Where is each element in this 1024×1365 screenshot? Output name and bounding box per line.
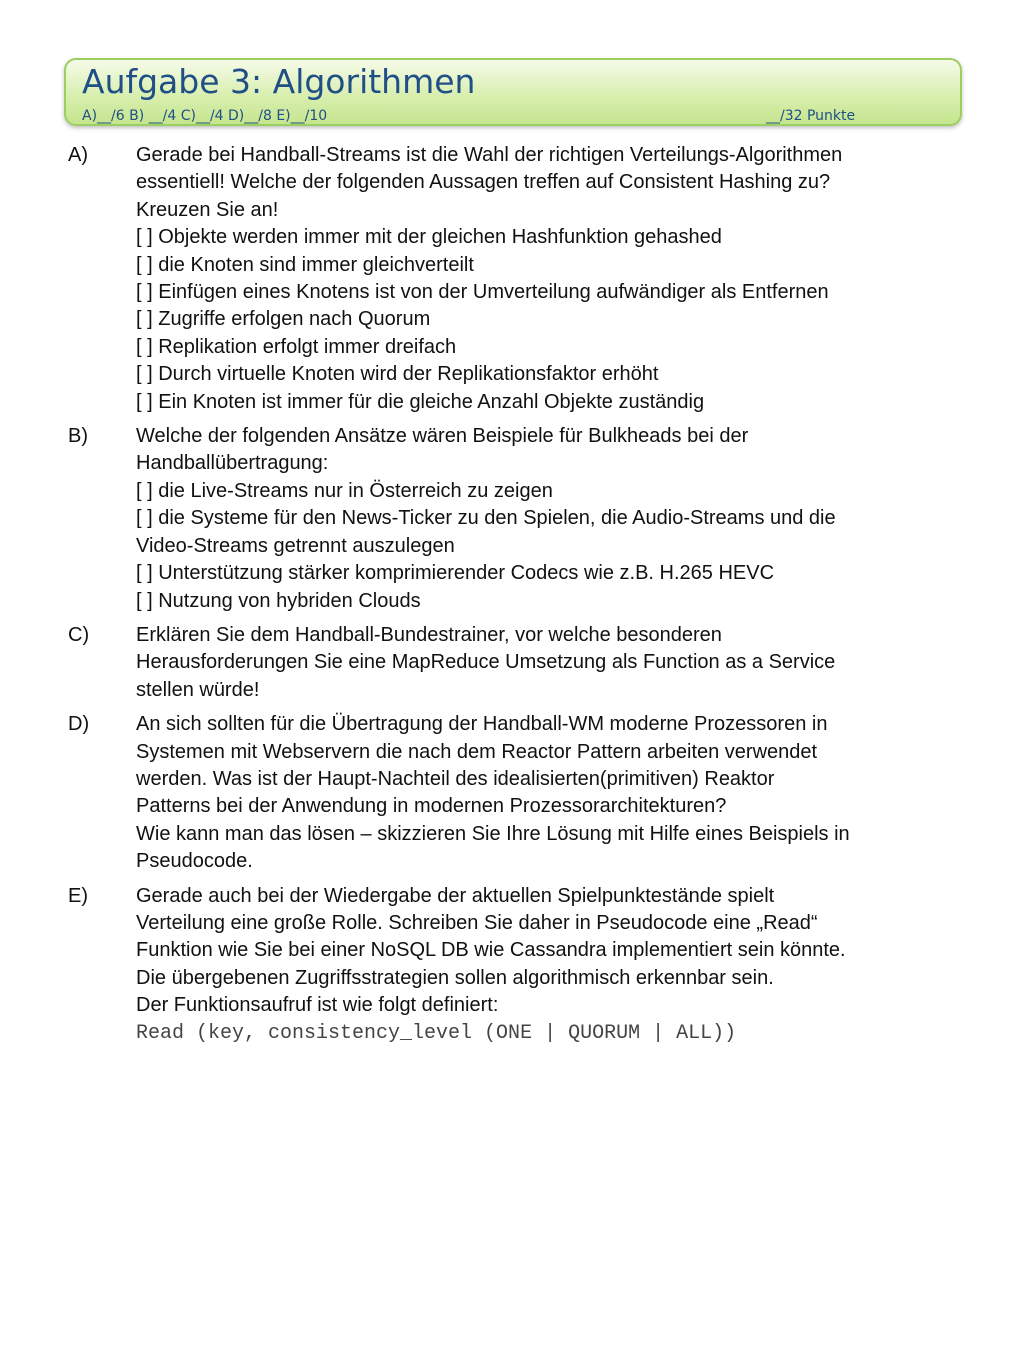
task-text-line: Herausforderungen Sie eine MapReduce Umsetzung als Function as a Service xyxy=(136,651,836,674)
page-title: Aufgabe 3: Algorithmen xyxy=(82,62,476,101)
task-body xyxy=(136,711,968,875)
checkbox-option: [ ] die Systeme für den News-Ticker zu den Spielen, die Audio-Streams und die xyxy=(136,507,836,530)
function-signature-code: Read (key, consistency_level (ONE | QUORUM | ALL)) xyxy=(136,1021,737,1045)
checkbox-option: [ ] Einfügen eines Knotens ist von der Umverteilung aufwändiger als Entfernen xyxy=(136,281,829,304)
score-breakdown: A)__/6 B) __/4 C)__/4 D)__/8 E)__/10 xyxy=(82,108,328,124)
task-text-line: werden. Was ist der Haupt-Nachteil des idealisierten(primitiven) Reaktor xyxy=(136,767,775,790)
task-a xyxy=(68,142,968,416)
task-header-banner xyxy=(64,58,962,126)
task-body xyxy=(136,883,968,1047)
checkbox-option: [ ] Ein Knoten ist immer für die gleiche Anzahl Objekte zuständig xyxy=(136,390,705,413)
task-text-line: Welche der folgenden Ansätze wären Beispiele für Bulkheads bei der xyxy=(136,425,749,448)
task-b xyxy=(68,423,968,615)
task-text-line: Handballübertragung: xyxy=(136,452,329,475)
checkbox-option: [ ] Unterstützung stärker komprimierender Codecs wie z.B. H.265 HEVC xyxy=(136,562,775,585)
checkbox-option: [ ] Objekte werden immer mit der gleichen Hashfunktion gehashed xyxy=(136,226,722,249)
task-letter: C) xyxy=(68,623,90,646)
task-c xyxy=(68,622,968,704)
task-text-line: Wie kann man das lösen – skizzieren Sie Ihre Lösung mit Hilfe eines Beispiels in xyxy=(136,822,850,845)
task-text-line: Patterns bei der Anwendung in modernen Prozessorarchitekturen? xyxy=(136,795,727,818)
checkbox-option: [ ] Nutzung von hybriden Clouds xyxy=(136,589,421,612)
task-d xyxy=(68,711,968,875)
task-text-line: Video-Streams getrennt auszulegen xyxy=(136,534,455,557)
checkbox-option: [ ] Replikation erfolgt immer dreifach xyxy=(136,335,457,358)
task-text-line: Kreuzen Sie an! xyxy=(136,198,279,221)
task-letter: E) xyxy=(68,884,88,907)
task-body xyxy=(136,622,968,704)
task-text-line: Der Funktionsaufruf ist wie folgt definiert: xyxy=(136,994,499,1017)
task-text-line: Gerade bei Handball-Streams ist die Wahl der richtigen Verteilungs-Algorithmen xyxy=(136,144,843,166)
task-text-line: Gerade auch bei der Wiedergabe der aktuellen Spielpunktestände spielt xyxy=(136,884,775,907)
total-points: __/32 Punkte xyxy=(766,108,856,124)
task-text-line: Pseudocode. xyxy=(136,850,253,873)
checkbox-option: [ ] die Live-Streams nur in Österreich zu zeigen xyxy=(136,479,553,502)
task-text-line: stellen würde! xyxy=(136,678,260,701)
task-list xyxy=(68,142,968,1054)
task-body xyxy=(136,142,968,416)
task-text-line: Systemen mit Webservern die nach dem Reactor Pattern arbeiten verwendet xyxy=(136,740,818,763)
task-text-line: Verteilung eine große Rolle. Schreiben Sie daher in Pseudocode eine „Read“ xyxy=(136,911,818,934)
task-e xyxy=(68,883,968,1047)
task-body xyxy=(136,423,968,615)
checkbox-option: [ ] Zugriffe erfolgen nach Quorum xyxy=(136,308,431,331)
task-text-line: Funktion wie Sie bei einer NoSQL DB wie Cassandra implementiert sein könnte. xyxy=(136,939,846,962)
checkbox-option: [ ] die Knoten sind immer gleichverteilt xyxy=(136,253,474,276)
task-text-line: An sich sollten für die Übertragung der Handball-WM moderne Prozessoren in xyxy=(136,713,828,736)
task-letter: B) xyxy=(68,425,88,448)
task-letter: A) xyxy=(68,144,88,166)
task-text-line: essentiell! Welche der folgenden Aussagen treffen auf Consistent Hashing zu? xyxy=(136,171,831,194)
task-text-line: Die übergebenen Zugriffsstrategien sollen algorithmisch erkennbar sein. xyxy=(136,966,774,989)
task-text-line: Erklären Sie dem Handball-Bundestrainer, vor welche besonderen xyxy=(136,623,722,646)
task-letter: D) xyxy=(68,713,90,736)
checkbox-option: [ ] Durch virtuelle Knoten wird der Replikationsfaktor erhöht xyxy=(136,363,659,386)
